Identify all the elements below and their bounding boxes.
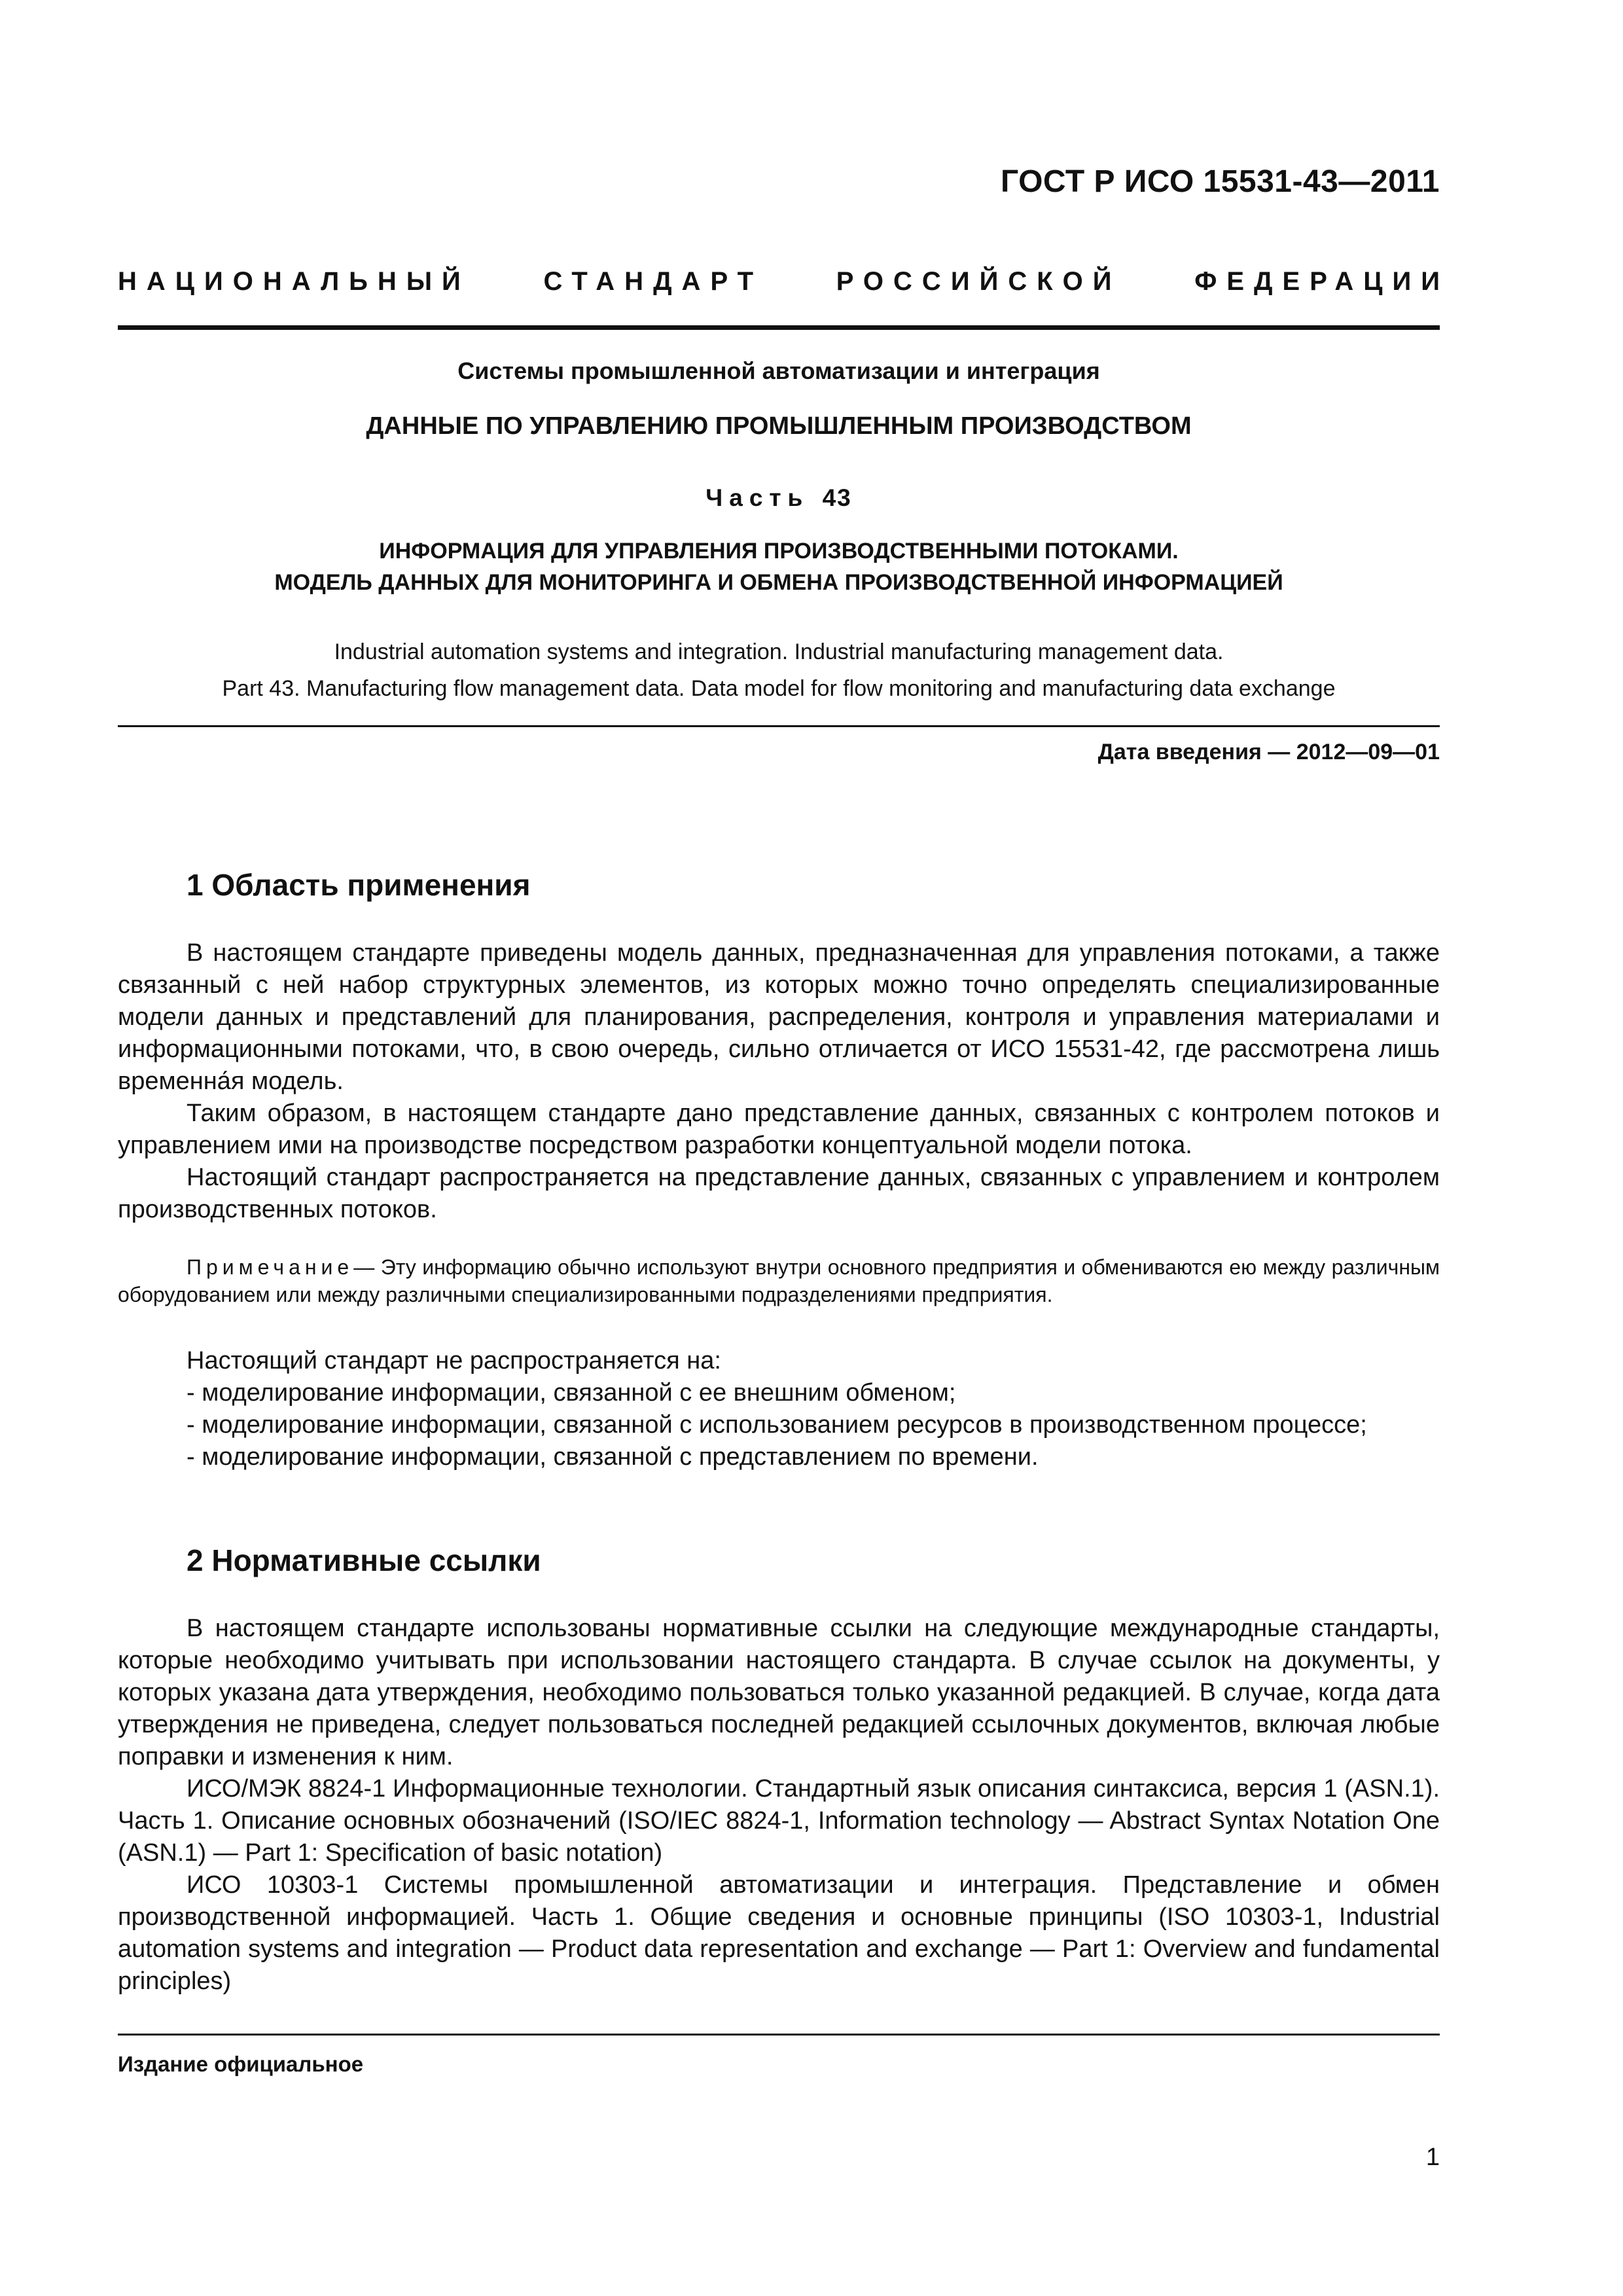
exclusion-item-1: - моделирование информации, связанной с ее внешним обменом;	[187, 1379, 956, 1407]
section-1-exclusions	[118, 1345, 1440, 1473]
note-label: Примечание	[187, 1255, 354, 1279]
reference-iso-10303-1: ИСО 10303-1 Системы промышленной автоматизации и интеграция. Представление и обмен производственной информацией. Часть 1. Общие сведения и основные принципы (ISO 10303-1, Industrial automation systems and integration — Product data representation and exchange — Part 1: Overview and fundamental principles)	[118, 1871, 1440, 1995]
introduction-date: Дата введения — 2012—09—01	[1097, 740, 1440, 764]
part-title-line-2: МОДЕЛЬ ДАННЫХ ДЛЯ МОНИТОРИНГА И ОБМЕНА ПРОИЗВОДСТВЕННОЙ ИНФОРМАЦИЕЙ	[274, 570, 1283, 595]
section-1-paragraph-2: Таким образом, в настоящем стандарте дано представление данных, связанных с контролем потоков и управлением ими на производстве посредством разработки концептуальной модели потока.	[118, 1100, 1440, 1159]
part-number: 43	[822, 484, 852, 511]
part-title	[118, 535, 1440, 598]
section-1-body	[118, 937, 1440, 1226]
series-title: Системы промышленной автоматизации и интеграция	[457, 357, 1100, 384]
section-1-heading: 1 Область применения	[187, 868, 531, 902]
note	[118, 1253, 1440, 1308]
title-divider	[118, 725, 1440, 727]
exclusion-item-3: - моделирование информации, связанной с представлением по времени.	[187, 1443, 1039, 1471]
document-page	[118, 0, 1450, 2296]
note-text: — Эту информацию обычно используют внутри основного предприятия и обмениваются ею между различным оборудованием или между различными специализированными подразделениями предприятия.	[118, 1255, 1440, 1306]
banner-word-4: ФЕДЕРАЦИИ	[1194, 267, 1450, 296]
section-1-paragraph-1: В настоящем стандарте приведены модель данных, предназначенная для управления потоками, а также связанный с ней набор структурных элементов, из которых можно точно определять специализированные модели данных и представлений для планирования, распределения, контроля и управления материалами и информационными потоками, что, в свою очередь, сильно отличается от ИСО 15531-42, где рассмотрена лишь временна́я модель.	[118, 939, 1440, 1095]
banner-word-2: СТАНДАРТ	[543, 267, 764, 296]
section-1-paragraph-3: Настоящий стандарт распространяется на представление данных, связанных с управлением и контролем производственных потоков.	[118, 1164, 1440, 1223]
banner-word-1: НАЦИОНАЛЬНЫЙ	[118, 267, 471, 296]
exclusion-item-2: - моделирование информации, связанной с использованием ресурсов в производственном процессе;	[187, 1411, 1367, 1439]
page-number: 1	[1425, 2144, 1440, 2171]
exclusions-intro: Настоящий стандарт не распространяется на:	[187, 1347, 721, 1374]
part-label	[118, 484, 1440, 512]
part-title-line-1: ИНФОРМАЦИЯ ДЛЯ УПРАВЛЕНИЯ ПРОИЗВОДСТВЕННЫМИ ПОТОКАМИ.	[379, 539, 1179, 564]
english-title	[118, 634, 1440, 707]
reference-iso-iec-8824-1: ИСО/МЭК 8824-1 Информационные технологии. Стандартный язык описания синтаксиса, версия 1 (ASN.1). Часть 1. Описание основных обозначений (ISO/IEC 8824-1, Information technology — Abstract Syntax Notation One (ASN.1) — Part 1: Specification of basic notation)	[118, 1775, 1440, 1867]
part-word: Часть	[705, 484, 810, 511]
english-title-line-1: Industrial automation systems and integration. Industrial manufacturing management data.	[334, 639, 1224, 664]
national-standard-banner	[118, 267, 1450, 296]
main-title: ДАННЫЕ ПО УПРАВЛЕНИЮ ПРОМЫШЛЕННЫМ ПРОИЗВОДСТВОМ	[366, 412, 1192, 440]
footer-divider	[118, 2034, 1440, 2036]
section-2-heading: 2 Нормативные ссылки	[187, 1543, 541, 1577]
header-divider	[118, 325, 1440, 330]
english-title-line-2: Part 43. Manufacturing flow management data. Data model for flow monitoring and manufacturing data exchange	[222, 676, 1336, 701]
section-2-paragraph-1: В настоящем стандарте использованы нормативные ссылки на следующие международные стандарты, которые необходимо учитывать при использовании настоящего стандарта. В случае ссылок на документы, у которых указана дата утверждения, необходимо пользоваться только указанной редакцией. В случае, когда дата утверждения не приведена, следует пользоваться последней редакцией ссылочных документов, включая любые поправки и изменения к ним.	[118, 1615, 1440, 1770]
standard-code: ГОСТ Р ИСО 15531-43—2011	[1000, 164, 1440, 199]
official-edition-label: Издание официальное	[118, 2052, 364, 2076]
section-2-body	[118, 1613, 1440, 1998]
banner-word-3: РОССИЙСКОЙ	[836, 267, 1122, 296]
